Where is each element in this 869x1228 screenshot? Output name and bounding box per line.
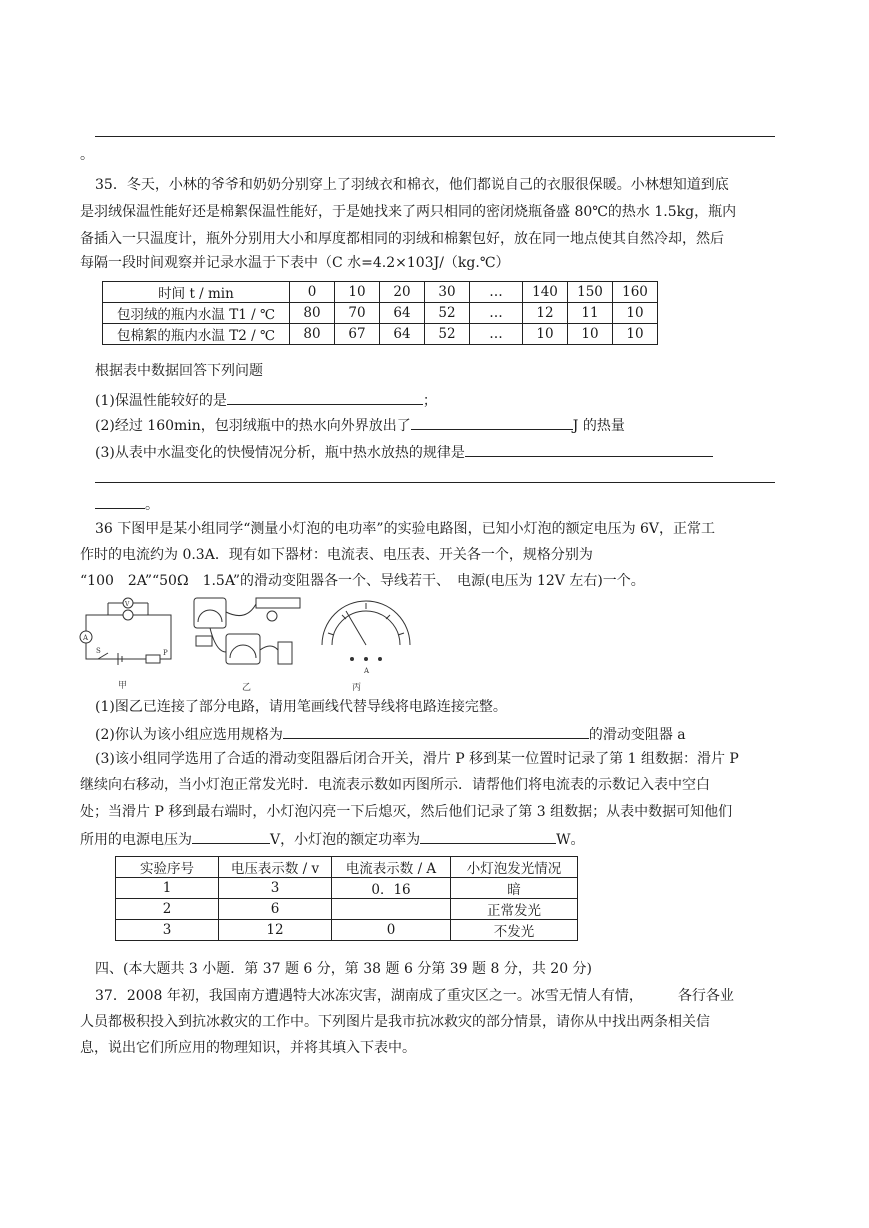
table-cell: 52	[425, 324, 470, 345]
table-cell: 不发光	[451, 920, 578, 941]
q36-sub3-line-2: 继续向右移动，当小灯泡正常发光时．电流表示数如丙图所示．请帮他们将电流表的示数记入表中空白	[80, 777, 710, 793]
table-cell: 0	[332, 920, 451, 941]
q35-sub1	[95, 388, 437, 412]
answer-blank[interactable]	[283, 722, 589, 739]
table-cell: 0．16	[332, 878, 451, 899]
answer-blank[interactable]	[465, 440, 713, 457]
q36-sub3-line-4	[80, 827, 585, 851]
table-row	[116, 899, 578, 920]
ammeter-dial-bing	[316, 597, 416, 679]
q36-experiment-table	[115, 856, 578, 941]
q37-line-2: 人员都极积投入到抗冰救灾的工作中。下列图片是我市抗冰救灾的部分情景，请你从中找出两条相关信	[80, 1014, 710, 1030]
q35-sub3	[95, 440, 713, 464]
table-cell: 80	[290, 303, 335, 324]
table-cell: 0	[290, 282, 335, 303]
table-cell: 64	[380, 303, 425, 324]
svg-text:V: V	[125, 601, 130, 608]
q35-prompt: 根据表中数据回答下列问题	[95, 363, 263, 379]
q35-sub3-text: (3)从表中水温变化的快慢情况分析，瓶中热水放热的规律是	[95, 445, 465, 461]
table-cell: 52	[425, 303, 470, 324]
table-cell: 10	[613, 303, 658, 324]
q36-line-3: “100 2A”“50Ω 1.5A”的滑动变阻器各一个、导线若干、 电源(电压为 12V 左右)一个。	[80, 573, 645, 589]
q35-line-3: 备插入一只温度计，瓶外分别用大小和厚度都相同的羽绒和棉絮包好，放在同一地点使其自然冷却，然后	[80, 231, 724, 247]
figure-label-bing: 丙	[352, 683, 362, 693]
table-cell: 12	[523, 303, 568, 324]
table-cell: 6	[219, 899, 332, 920]
table-cell: 电流表示数 / A	[332, 857, 451, 878]
table-cell: 10	[568, 324, 613, 345]
table-row	[103, 303, 658, 324]
table-cell: 10	[523, 324, 568, 345]
table-cell: 20	[380, 282, 425, 303]
q36-sub3-text-a: 所用的电源电压为	[80, 832, 192, 848]
table-cell: 150	[568, 282, 613, 303]
table-cell: …	[470, 303, 523, 324]
svg-text:A: A	[364, 667, 370, 675]
table-row	[116, 878, 578, 899]
table-cell: 暗	[451, 878, 578, 899]
q36-sub3-text-c: W。	[556, 832, 585, 848]
q35-sub1-end: ；	[422, 393, 437, 409]
svg-text:A: A	[83, 634, 89, 642]
answer-blank[interactable]	[420, 827, 556, 844]
table-cell: …	[470, 324, 523, 345]
top-period: 。	[80, 147, 94, 163]
table-cell: 正常发光	[451, 899, 578, 920]
q35-line-2: 是羽绒保温性能好还是棉絮保温性能好，于是她找来了两只相同的密闭烧瓶备盛 80℃的热水 1.5kg，瓶内	[80, 204, 737, 220]
q36-sub3-text-b: V，小灯泡的额定功率为	[270, 832, 421, 848]
table-cell: 12	[219, 920, 332, 941]
figure-label-jia: 甲	[118, 681, 128, 691]
table-cell: 10	[335, 282, 380, 303]
table-cell: 实验序号	[116, 857, 219, 878]
svg-text:P: P	[163, 649, 168, 657]
answer-line-q35-3	[95, 482, 775, 483]
q37-line-3: 息，说出它们所应用的物理知识，并将其填入下表中。	[80, 1040, 416, 1056]
table-cell: 3	[116, 920, 219, 941]
table-cell: 160	[613, 282, 658, 303]
table-cell: 67	[335, 324, 380, 345]
q35-sub3-end: 。	[145, 497, 159, 513]
table-row	[103, 324, 658, 345]
table-cell: 包棉絮的瓶内水温 T2 / ℃	[103, 324, 290, 345]
table-cell: 64	[380, 324, 425, 345]
svg-text:S: S	[96, 647, 101, 655]
table-cell[interactable]	[332, 899, 451, 920]
table-row	[103, 282, 658, 303]
table-cell: 10	[613, 324, 658, 345]
q36-sub3-line-1: (3)该小组同学选用了合适的滑动变阻器后闭合开关，滑片 P 移到某一位置时记录了第 1 组数据：滑片 P	[95, 751, 739, 767]
answer-blank[interactable]	[227, 388, 423, 405]
table-cell: 电压表示数 / v	[219, 857, 332, 878]
answer-blank[interactable]	[411, 413, 573, 430]
table-cell: 时间 t / min	[103, 282, 290, 303]
section-4-heading: 四、(本大题共 3 小题．第 37 题 6 分，第 38 题 6 分第 39 题 8 分，共 20 分)	[95, 961, 593, 977]
q36-sub3-line-3: 处；当滑片 P 移到最右端时，小灯泡闪亮一下后熄灭，然后他们记录了第 3 组数据；从表中数据可知他们	[80, 804, 733, 820]
q36-sub2-text: (2)你认为该小组应选用规格为	[95, 727, 283, 743]
q36-line-1: 36 下图甲是某小组同学“测量小灯泡的电功率”的实验电路图，已知小灯泡的额定电压为 6V，正常工	[95, 521, 716, 537]
table-cell: 包羽绒的瓶内水温 T1 / ℃	[103, 303, 290, 324]
table-cell: 30	[425, 282, 470, 303]
table-cell: 80	[290, 324, 335, 345]
answer-line-top	[95, 136, 775, 137]
table-cell: …	[470, 282, 523, 303]
table-row	[116, 857, 578, 878]
apparatus-drawing-yi	[186, 592, 306, 682]
q37-line-1: 37．2008 年初，我国南方遭遇特大冰冻灾害，湖南成了重灾区之一。冰雪无情人有情， 各行各业	[95, 988, 734, 1004]
q36-sub2-end: 的滑动变阻器 a	[588, 727, 686, 743]
q36-sub2	[95, 722, 686, 746]
answer-line-q35-3b	[95, 508, 145, 509]
q36-sub1: (1)图乙已连接了部分电路，请用笔画线代替导线将电路连接完整。	[95, 699, 507, 715]
q35-sub2-text: (2)经过 160min，包羽绒瓶中的热水向外界放出了	[95, 418, 411, 434]
q35-sub1-text: (1)保温性能较好的是	[95, 393, 227, 409]
q35-sub2-end: J 的热量	[572, 418, 625, 434]
q35-sub2	[95, 413, 625, 437]
circuit-diagram-jia	[78, 597, 178, 677]
table-cell: 1	[116, 878, 219, 899]
figure-label-yi: 乙	[242, 683, 252, 693]
table-cell: 小灯泡发光情况	[451, 857, 578, 878]
q35-line-4: 每隔一段时间观察并记录水温于下表中（C 水=4.2×103J/（kg.℃）	[80, 255, 510, 271]
q35-temperature-table	[102, 281, 658, 345]
table-cell: 3	[219, 878, 332, 899]
table-cell: 2	[116, 899, 219, 920]
table-cell: 70	[335, 303, 380, 324]
q36-line-2: 作时的电流约为 0.3A．现有如下器材：电流表、电压表、开关各一个，规格分别为	[80, 547, 593, 563]
table-cell: 11	[568, 303, 613, 324]
answer-blank[interactable]	[192, 827, 270, 844]
q35-line-1: 35．冬天，小林的爷爷和奶奶分别穿上了羽绒衣和棉衣，他们都说自己的衣服很保暖。小林想知道到底	[95, 177, 729, 193]
table-cell: 140	[523, 282, 568, 303]
table-row	[116, 920, 578, 941]
